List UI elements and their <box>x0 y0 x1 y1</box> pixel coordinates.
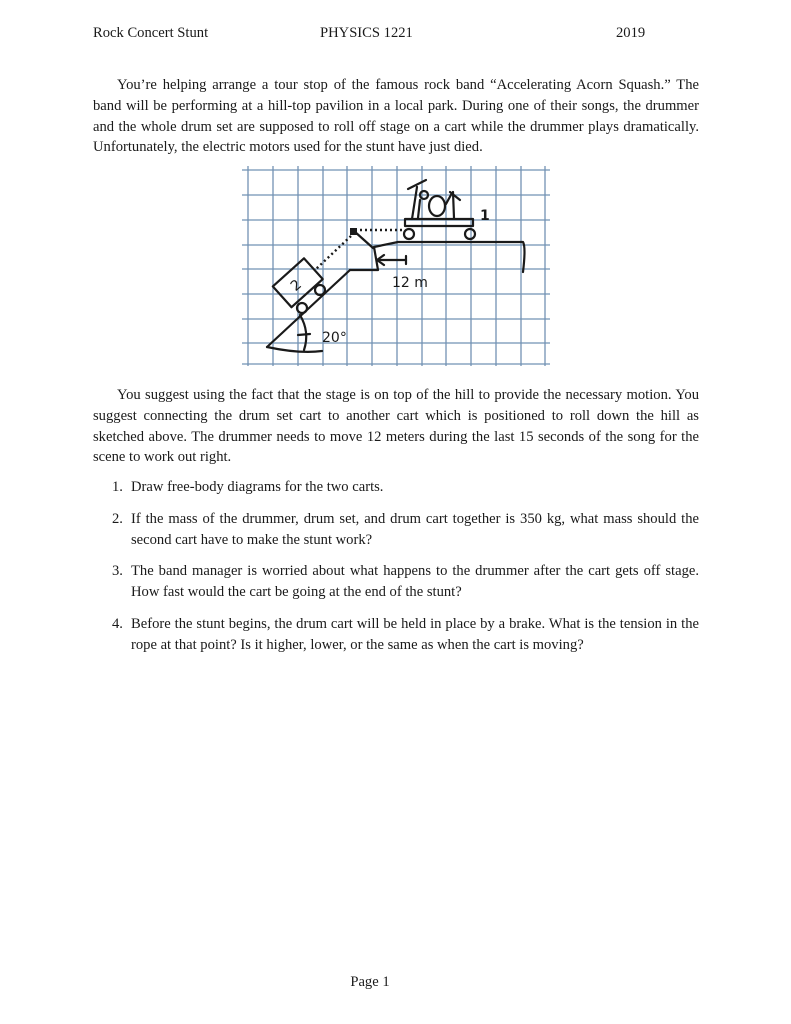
setup-paragraph: You suggest using the fact that the stage is on top of the hill to provide the necessary motion. You suggest connecting the drum set cart to another cart which is positioned to roll down the hill as sketched above. The drummer needs to move 12 meters during the last 15 seconds of the song for the scene to work out right. <box>93 387 699 466</box>
intro-paragraph: You’re helping arrange a tour stop of the famous rock band “Accelerating Acorn Squash.” The band will be performing at a hill-top pavilion in a local park. During one of their songs, the drummer and the whole drum set are supposed to roll off stage on a cart while the drummer plays dramatically. Unfortunately, the electric motors used for the stunt have just died. <box>93 77 699 156</box>
cart1-label: 1 <box>480 208 490 224</box>
cymbal-stand-right <box>446 192 460 218</box>
question-text: Before the stunt begins, the drum cart will be held in place by a brake. What is the tension in the rope at that point? Is it higher, lower, or the same as when the cart is moving? <box>131 615 699 653</box>
question-number: 3. <box>112 563 123 580</box>
distance-label: 12 m <box>392 275 428 291</box>
question-item <box>93 614 699 656</box>
incline-base <box>267 347 322 352</box>
cart1-wheel-right <box>465 229 475 239</box>
cart2-label: 2 <box>287 276 305 295</box>
drum-big <box>429 196 445 216</box>
question-text: If the mass of the drummer, drum set, and drum cart together is 350 kg, what mass should the second cart have to make the stunt work? <box>131 510 699 548</box>
header-course: PHYSICS 1221 <box>320 25 413 41</box>
hill-step <box>350 247 378 270</box>
angle-arc <box>300 315 306 350</box>
question-item <box>93 477 699 498</box>
question-item <box>93 561 699 603</box>
angle-label: 20° <box>322 330 347 346</box>
header-title: Rock Concert Stunt <box>93 25 209 41</box>
question-number: 2. <box>112 510 123 527</box>
stunt-sketch-figure <box>240 162 552 370</box>
question-text: The band manager is worried about what happens to the drummer after the cart gets off stage. How fast would the cart be going at the end of the stunt? <box>131 563 699 601</box>
header-year: 2019 <box>616 25 646 41</box>
question-number: 1. <box>112 479 123 495</box>
question-number: 4. <box>112 615 123 632</box>
cart1-body <box>405 219 473 226</box>
cart1-wheel-left <box>404 229 414 239</box>
page-number: Page 1 <box>350 974 390 990</box>
rope-incline <box>316 236 351 269</box>
question-list <box>93 477 699 667</box>
page-header <box>93 25 653 45</box>
question-text: Draw free-body diagrams for the two carts. <box>131 479 384 495</box>
pulley <box>350 228 357 235</box>
graph-paper-grid <box>242 166 550 366</box>
question-item <box>93 509 699 551</box>
